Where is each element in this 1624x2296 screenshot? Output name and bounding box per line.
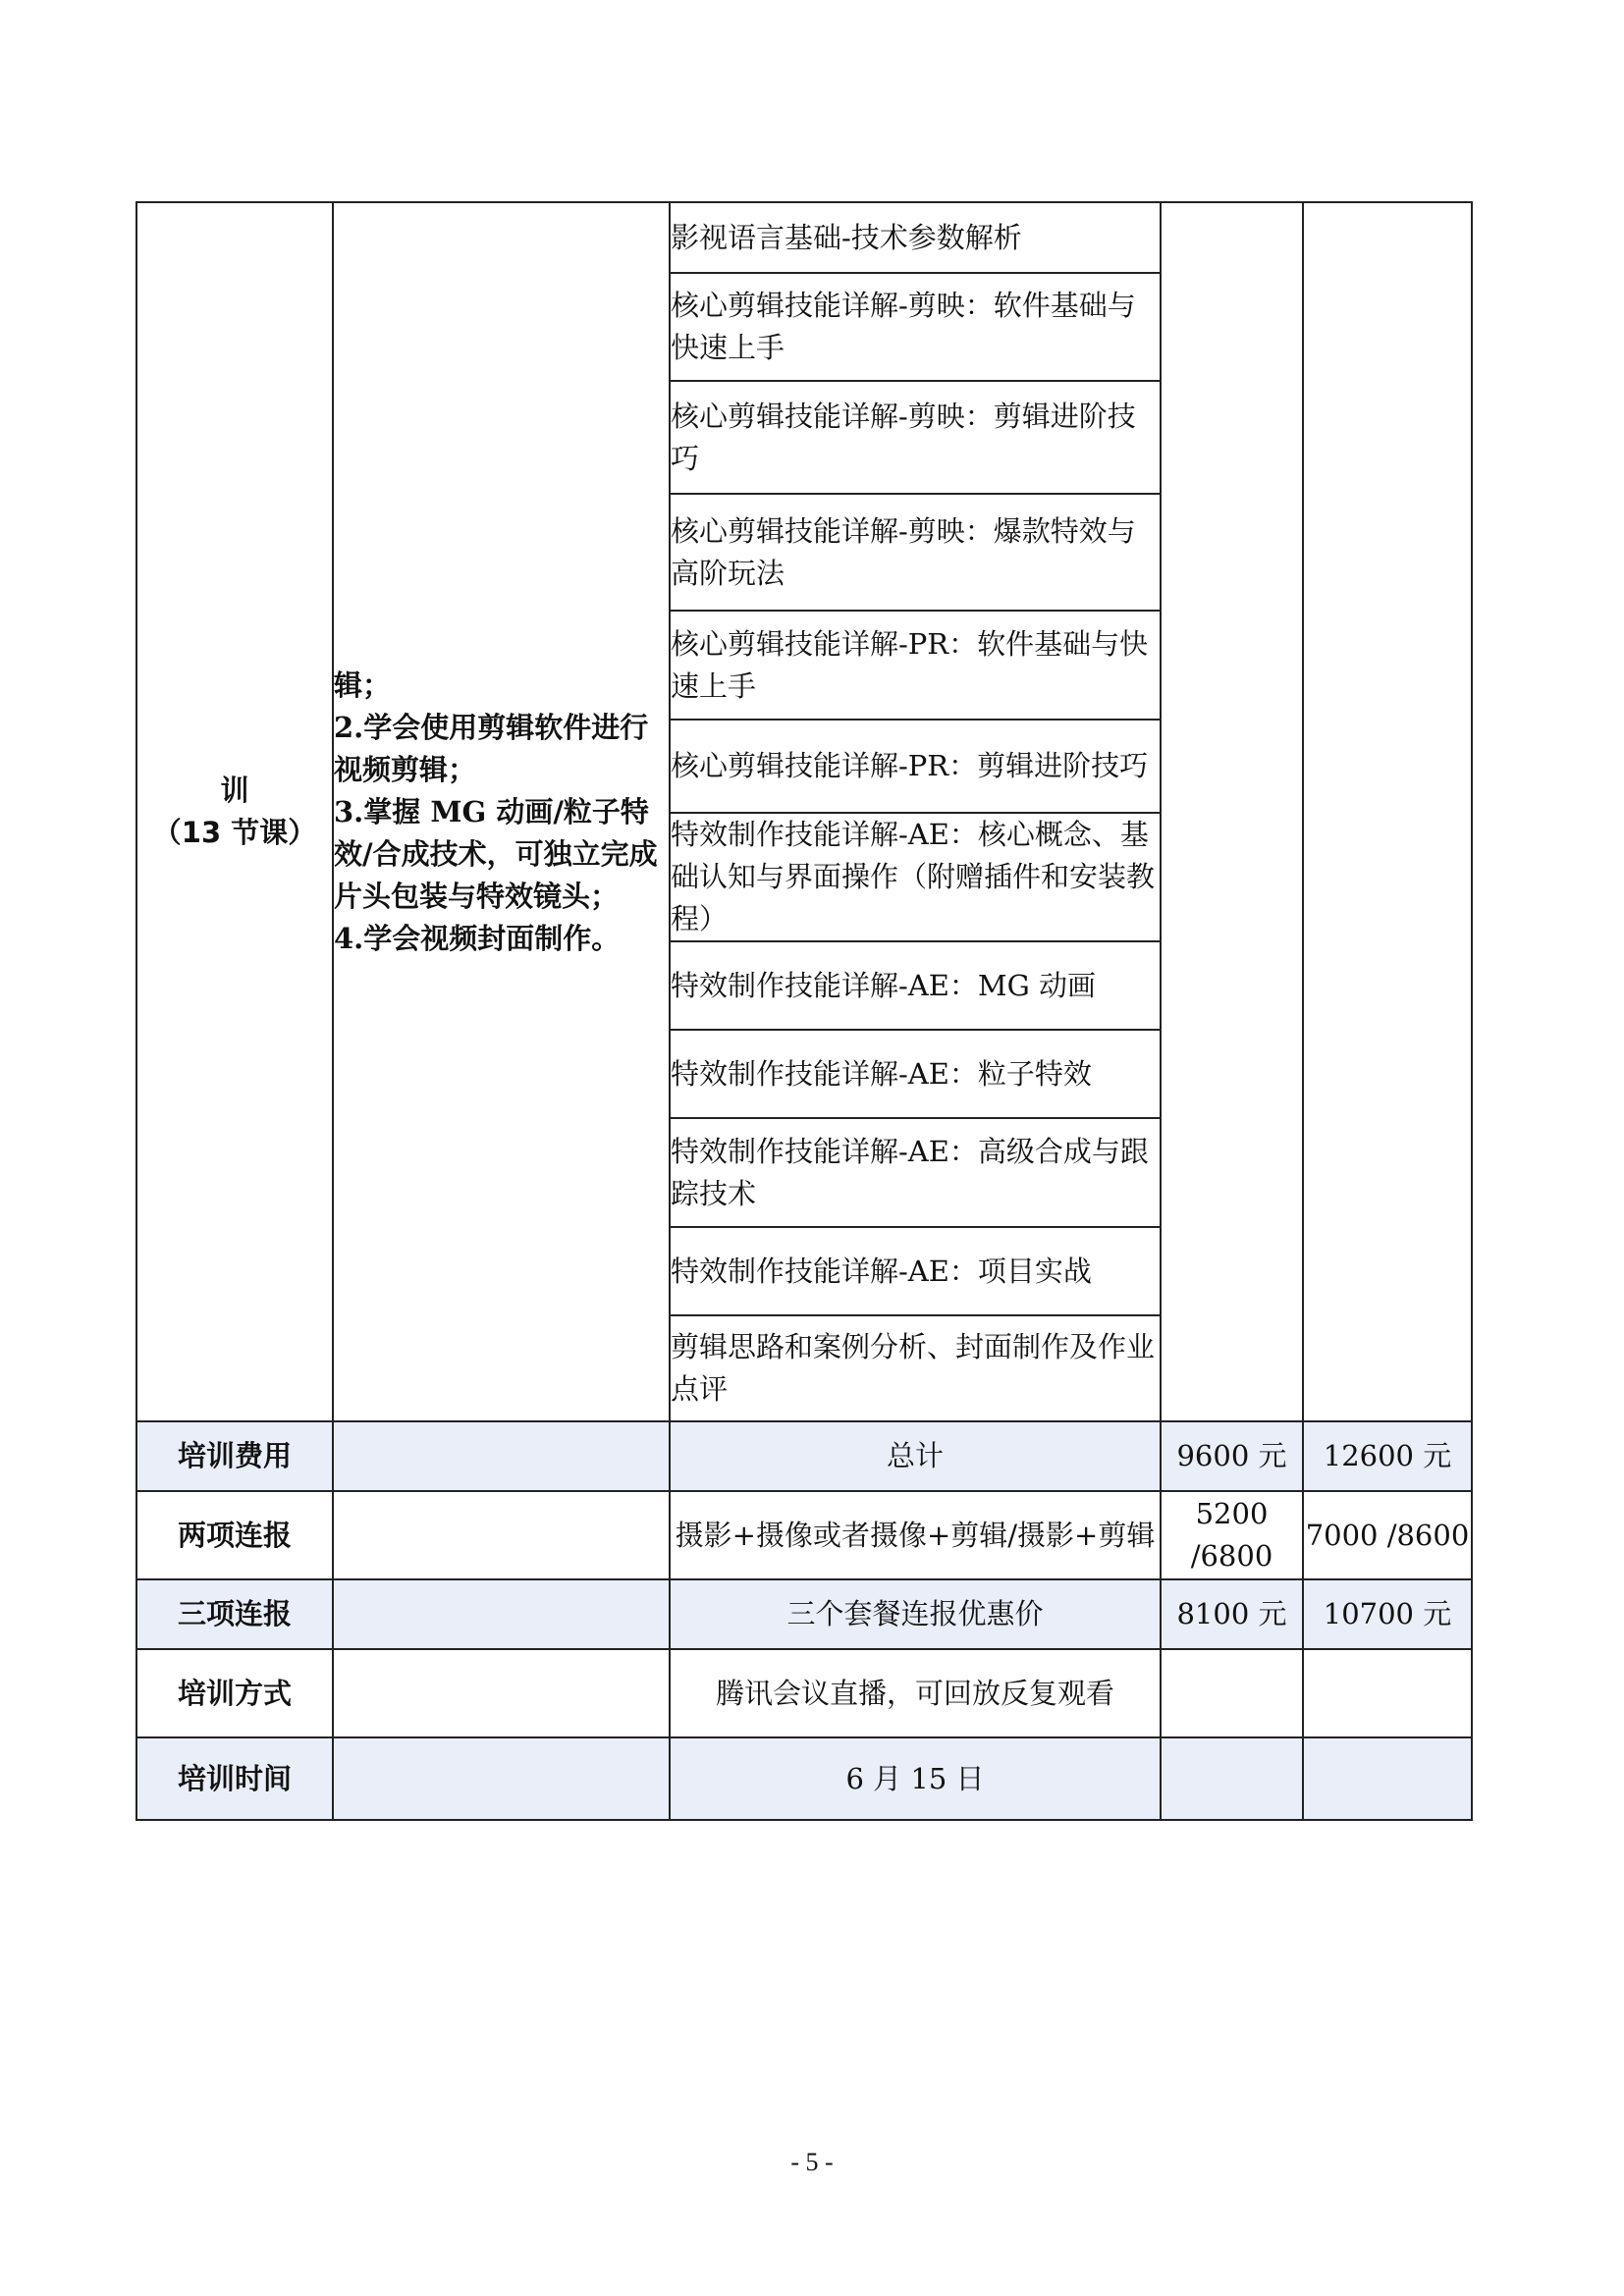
two-course-bundle-row — [136, 1491, 1472, 1579]
lesson-cell: 核心剪辑技能详解-PR：软件基础与快速上手 — [670, 611, 1161, 720]
course-title-line2: （13 节课） — [152, 816, 317, 849]
lesson-cell: 核心剪辑技能详解-剪映：爆款特效与高阶玩法 — [670, 494, 1161, 611]
row-label: 三项连报 — [136, 1579, 333, 1649]
price-b — [1303, 1649, 1472, 1737]
lesson-cell: 核心剪辑技能详解-剪映：软件基础与快速上手 — [670, 273, 1161, 381]
lesson-cell: 核心剪辑技能详解-剪映：剪辑进阶技巧 — [670, 381, 1161, 494]
lesson-cell: 特效制作技能详解-AE：高级合成与跟踪技术 — [670, 1118, 1161, 1227]
price-a: 8100 元 — [1161, 1579, 1303, 1649]
price-b: 10700 元 — [1303, 1579, 1472, 1649]
price-b-empty-cell — [1303, 202, 1472, 1421]
three-course-bundle-row — [136, 1579, 1472, 1649]
price-a: 5200 /6800 — [1161, 1491, 1303, 1579]
row-label: 两项连报 — [136, 1491, 333, 1579]
training-method-row — [136, 1649, 1472, 1737]
lesson-cell: 剪辑思路和案例分析、封面制作及作业点评 — [670, 1315, 1161, 1421]
course-goals-cell — [333, 202, 670, 1421]
row-desc: 6 月 15 日 — [670, 1737, 1161, 1820]
row-label: 培训方式 — [136, 1649, 333, 1737]
lesson-cell: 核心剪辑技能详解-PR：剪辑进阶技巧 — [670, 720, 1161, 813]
price-a — [1161, 1737, 1303, 1820]
lesson-cell: 特效制作技能详解-AE：核心概念、基础认知与界面操作（附赠插件和安装教程） — [670, 813, 1161, 941]
empty-cell — [333, 1649, 670, 1737]
row-desc: 摄影+摄像或者摄像+剪辑/摄影+剪辑 — [670, 1491, 1161, 1579]
row-label: 培训时间 — [136, 1737, 333, 1820]
empty-cell — [333, 1737, 670, 1820]
price-a — [1161, 1649, 1303, 1737]
empty-cell — [333, 1579, 670, 1649]
empty-cell — [333, 1491, 670, 1579]
lesson-cell: 特效制作技能详解-AE：项目实战 — [670, 1227, 1161, 1315]
lesson-cell: 特效制作技能详解-AE：粒子特效 — [670, 1030, 1161, 1118]
course-title-line1: 训 — [220, 774, 249, 807]
course-title-cell — [136, 202, 333, 1421]
course-table — [135, 201, 1473, 1821]
row-desc: 三个套餐连报优惠价 — [670, 1579, 1161, 1649]
page-number: - 5 - — [790, 2148, 834, 2176]
row-desc: 腾讯会议直播，可回放反复观看 — [670, 1649, 1161, 1737]
price-a-empty-cell — [1161, 202, 1303, 1421]
row-desc: 总计 — [670, 1421, 1161, 1491]
fee-row — [136, 1421, 1472, 1491]
lesson-cell: 影视语言基础-技术参数解析 — [670, 202, 1161, 273]
price-b: 12600 元 — [1303, 1421, 1472, 1491]
training-time-row — [136, 1737, 1472, 1820]
lesson-cell: 特效制作技能详解-AE：MG 动画 — [670, 941, 1161, 1030]
price-b: 7000 /8600 — [1303, 1491, 1472, 1579]
empty-cell — [333, 1421, 670, 1491]
goal-item: 辑； — [334, 667, 392, 702]
goal-item: 4.学会视频封面制作。 — [334, 921, 621, 955]
goal-item: 3.掌握 MG 动画/粒子特效/合成技术，可独立完成片头包装与特效镜头； — [334, 794, 658, 913]
price-b — [1303, 1737, 1472, 1820]
price-a: 9600 元 — [1161, 1421, 1303, 1491]
table-row — [136, 202, 1472, 273]
goal-item: 2.学会使用剪辑软件进行视频剪辑； — [334, 710, 649, 786]
row-label: 培训费用 — [136, 1421, 333, 1491]
